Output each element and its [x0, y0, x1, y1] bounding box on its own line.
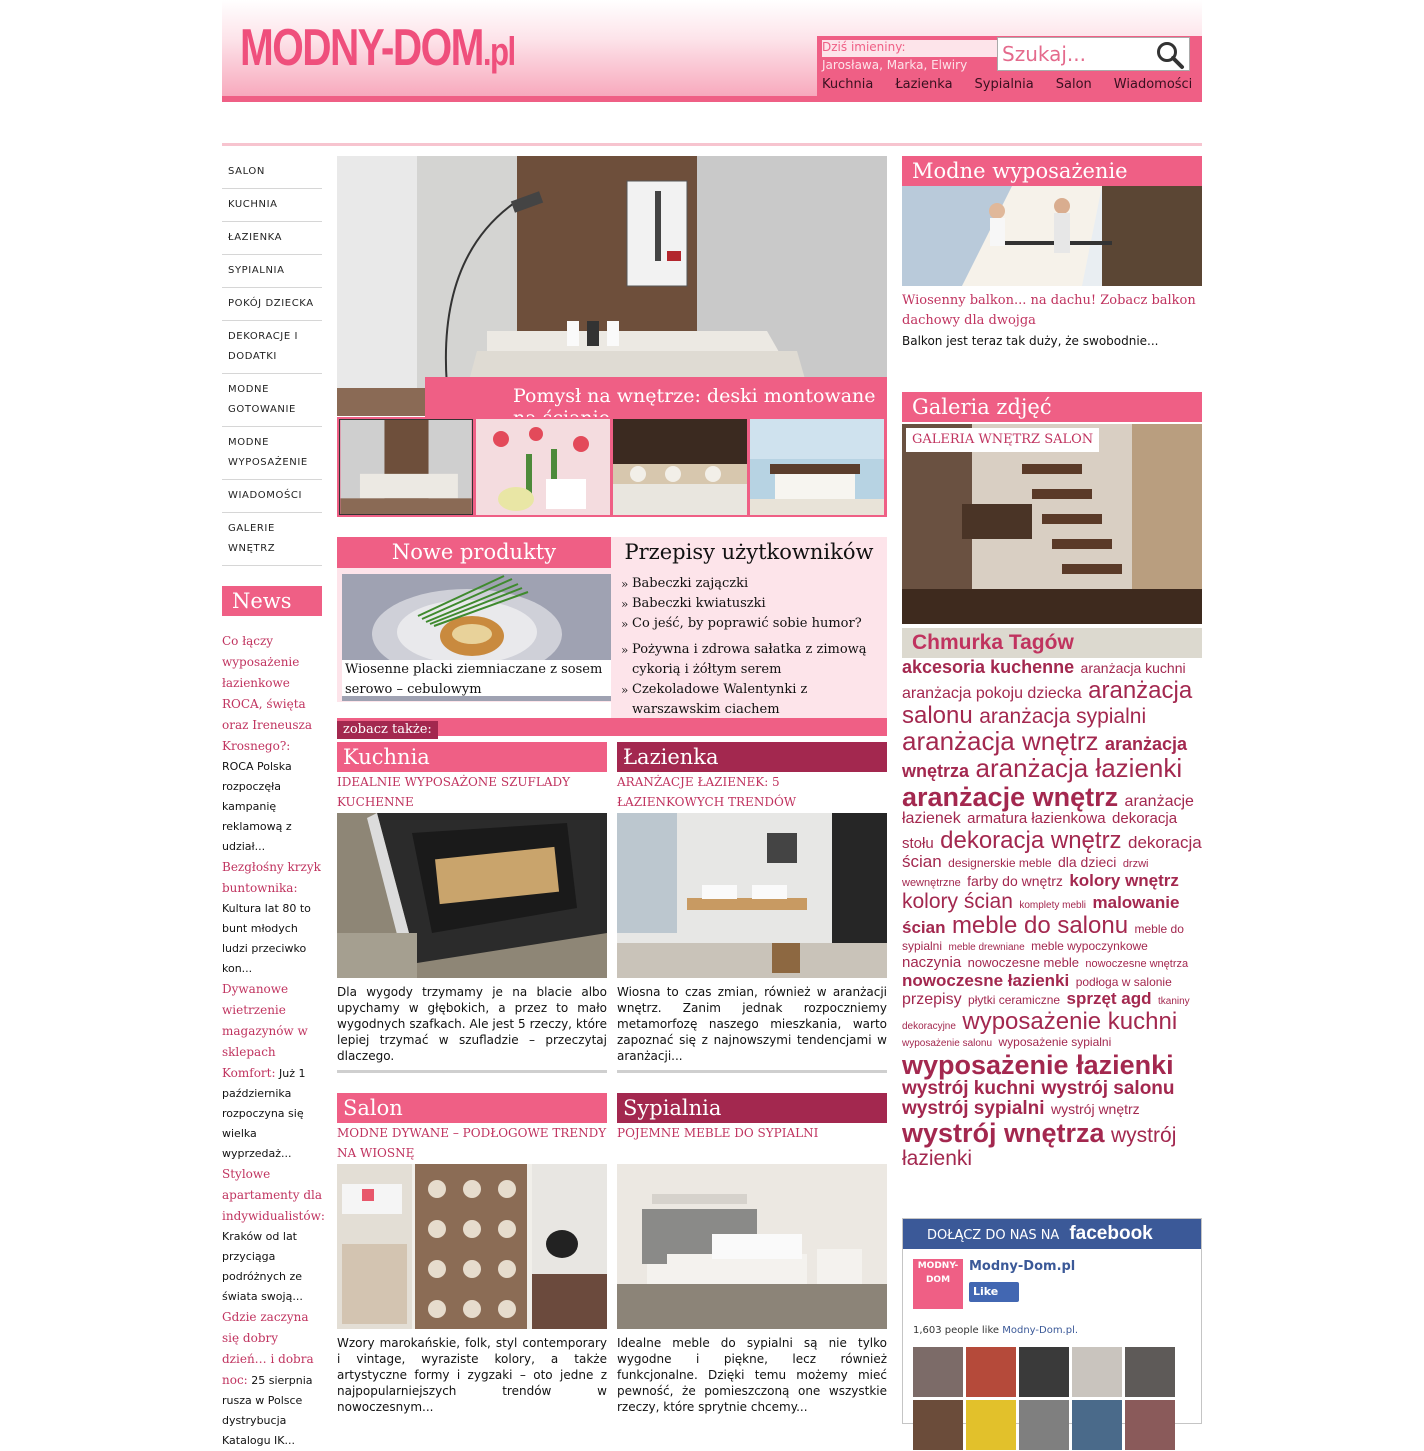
fan-avatar[interactable] [913, 1400, 963, 1450]
slider-thumb[interactable] [613, 419, 747, 515]
tag-link[interactable]: meble do salonu [951, 911, 1129, 939]
featured-slider [337, 156, 887, 516]
user-recipes-list [621, 574, 887, 720]
category-title[interactable]: Kuchnia [337, 742, 607, 772]
fashionable-equipment-title: Modne wyposażenie [902, 156, 1202, 186]
fan-avatar[interactable] [1072, 1347, 1122, 1397]
fashionable-equipment-image[interactable] [902, 186, 1202, 286]
tag-link[interactable]: dla dzieci [1057, 854, 1117, 871]
facebook-page-avatar[interactable]: MODNY-DOM [913, 1259, 963, 1309]
facebook-brand: facebook [1069, 1223, 1153, 1244]
category-excerpt: Wiosna to czas zmian, również w aranżacji wnętrz. Zanim jednak rozpoczniemy metamorfozę naszego mieszkania, warto zapoznać się z najnowszymi tendencjami w aranżacji... [617, 985, 887, 1063]
tag-link[interactable]: meble do sypialni [902, 921, 1184, 953]
tag-link[interactable]: designerskie meble [948, 856, 1052, 871]
search-icon[interactable] [1155, 40, 1185, 70]
slider-caption[interactable]: Pomysł na wnętrze: deski montowane [425, 377, 887, 417]
fan-avatar[interactable] [1019, 1347, 1069, 1397]
category-lazienka [617, 742, 887, 1073]
left-menu-salon[interactable]: SALON [222, 156, 322, 189]
category-title[interactable]: Łazienka [617, 742, 887, 772]
bathroom-image [617, 813, 887, 978]
category-excerpt: Dla wygody trzymamy je na blacie albo upychamy w głębokich, a przez to mało wygodnych szafkach. Ale jest 5 rzeczy, które lepiej trzymać w szufladzie – przeczytaj dlaczego. [337, 985, 607, 1063]
news-item-desc: ROCA Polska rozpoczęła kampanię reklamową z udział... [222, 760, 292, 853]
bedroom-image [617, 1164, 887, 1329]
tag-link[interactable]: aranżacje łazienek [902, 792, 1194, 828]
site-header [222, 0, 1202, 102]
tag-link[interactable]: nowoczesne wnętrza [1085, 957, 1189, 970]
tag-link[interactable]: armatura łazienkowa [967, 810, 1106, 828]
news-list [222, 631, 325, 1451]
tag-link[interactable]: tkaniny dekoracyjne [902, 996, 1190, 1033]
fan-avatar[interactable] [966, 1347, 1016, 1397]
news-item-title[interactable]: Bezgłośny krzyk buntownika: [222, 860, 321, 895]
tag-link[interactable]: podłoga w salonie [1075, 974, 1172, 989]
fan-avatar[interactable] [1125, 1347, 1175, 1397]
fan-avatar[interactable] [1019, 1400, 1069, 1450]
tag-link[interactable]: kolory wnętrz [1069, 870, 1179, 890]
top-nav-salon[interactable]: Salon [1055, 77, 1092, 92]
tag-link[interactable]: farby do wnętrz [967, 872, 1063, 889]
facebook-like-count: 1,603 people like Modny-Dom.pl. [913, 1325, 1079, 1336]
tag-link[interactable]: sprzęt agd [1066, 989, 1152, 1009]
tag-link[interactable]: aranżacja salonu [902, 676, 1193, 729]
nameday-label: Dziś imieniny: [822, 40, 1002, 57]
category-image[interactable] [617, 813, 887, 978]
tag-link[interactable]: aranżacja wnętrza [902, 734, 1188, 782]
tag-link[interactable]: przepisy [902, 991, 962, 1009]
news-item [222, 857, 322, 979]
slider-thumb[interactable] [339, 419, 473, 515]
tag-link[interactable]: aranżacja wnętrz [902, 726, 1099, 757]
user-recipes-title: Przepisy użytkowników [624, 540, 874, 564]
slider-thumb[interactable] [750, 419, 884, 515]
recipe-link[interactable]: » Pożywna i zdrowa sałatka z zimową cykorią i żółtym serem [621, 640, 887, 680]
news-item-title[interactable]: Co łączy wyposażenie łazienkowe ROCA, święta oraz Ireneusza Krosnego?: [222, 634, 313, 753]
facebook-header [903, 1219, 1201, 1249]
gallery-label[interactable]: GALERIA WNĘTRZ SALON [906, 428, 1099, 452]
category-divider [617, 1070, 887, 1073]
news-item [222, 631, 322, 857]
category-title[interactable]: Sypialnia [617, 1093, 887, 1123]
category-excerpt: Wzory marokańskie, folk, styl contemporary i vintage, wyraziste kolory, a także artystyczne formy i zygzaki – oto jedne z najpopularniejszych trendów w nowoczesnym... [337, 1336, 607, 1414]
tag-link[interactable]: wystrój wnętrza [902, 1118, 1105, 1149]
category-title[interactable]: Salon [337, 1093, 607, 1123]
new-products-title: Nowe produkty [337, 537, 611, 568]
news-item-title[interactable]: Stylowe apartamenty dla indywidualistów: [222, 1167, 325, 1223]
facebook-count-link[interactable]: Modny-Dom.pl. [1002, 1325, 1079, 1336]
see-also-label: zobacz także: [337, 721, 438, 739]
category-image[interactable] [337, 813, 607, 978]
site-logo[interactable]: MODNY-DOM.pl [240, 19, 515, 77]
recipe-link[interactable]: » Czekoladowe Walentynki z warszawskim ciachem [621, 680, 887, 720]
news-header [222, 586, 322, 616]
tag-link[interactable]: malowanie ścian [902, 892, 1180, 937]
category-image[interactable] [337, 1164, 607, 1329]
tag-link[interactable]: naczynia [902, 953, 962, 971]
category-kuchnia [337, 742, 607, 1073]
nameday-names: Jarosława, Marka, Elwiry [822, 58, 968, 72]
category-image[interactable] [617, 1164, 887, 1329]
tag-link[interactable]: nowoczesne łazienki [902, 970, 1070, 990]
tag-link[interactable]: aranżacja łazienki [975, 753, 1183, 784]
search-box [997, 37, 1190, 71]
roof-balcony-image [902, 186, 1202, 286]
top-nav-sypialnia[interactable]: Sypialnia [974, 77, 1034, 92]
fan-avatar[interactable] [913, 1347, 963, 1397]
left-menu-lazienka[interactable]: ŁAZIENKA [222, 222, 322, 255]
fashionable-equipment-article-text: Balkon jest teraz tak duży, że swobodnie... [902, 334, 1159, 348]
left-menu-wiadomosci[interactable]: WIADOMOŚCI [222, 480, 322, 513]
gallery-title: Galeria zdjęć [902, 392, 1202, 422]
facebook-like-label: Like [973, 1285, 999, 1298]
tag-link[interactable]: aranżacja kuchni [1080, 660, 1186, 676]
top-nav [822, 77, 1214, 92]
top-nav-lazienka[interactable]: Łazienka [895, 77, 953, 92]
recipe-link[interactable]: » Co jeść, by poprawić sobie humor? [621, 614, 887, 634]
left-menu-dekoracje[interactable]: DEKORACJE I DODATKI [222, 321, 322, 374]
category-excerpt: Idealne meble do sypialni są nie tylko wygodne i piękne, lecz również funkcjonalne. Dzięki temu możemy mieć pewność, że pomieszczoną one wszystkie rzeczy, które sprytnie chcemy... [617, 1336, 887, 1414]
news-item-desc: Już 1 października rozpoczyna się wielka wyprzedaż... [222, 1067, 306, 1160]
news-item-desc: 25 sierpnia rusza w Polsce dystrybucja Katalogu IK... [222, 1374, 313, 1447]
category-divider [337, 1070, 607, 1073]
tag-link[interactable]: drzwi wewnętrzne [902, 858, 1149, 889]
tag-link[interactable]: dekoracja stołu [902, 810, 1178, 852]
header-divider [222, 143, 1202, 146]
news-item [222, 979, 322, 1164]
news-item-title[interactable]: Dywanowe wietrzenie magazynów w sklepach Komfort: [222, 982, 308, 1080]
fashionable-equipment-article-title[interactable]: Wiosenny balkon... na dachu! Zobacz balkon dachowy dla dwojga [902, 293, 1196, 328]
recipe-link[interactable]: » Babeczki zajączki [621, 574, 887, 594]
gallery-image[interactable] [902, 424, 1202, 624]
category-article-title[interactable]: MODNE DYWANE – PODŁOGOWE TRENDY NA WIOSNĘ [337, 1126, 607, 1160]
tag-link[interactable]: dekoracja wnętrz [940, 826, 1122, 854]
left-menu-kuchnia[interactable]: KUCHNIA [222, 189, 322, 222]
left-menu-galerie[interactable]: GALERIE WNĘTRZ [222, 513, 322, 566]
category-sypialnia [617, 1093, 887, 1415]
top-nav-wiadomosci[interactable]: Wiadomości [1113, 77, 1193, 92]
fan-avatar[interactable] [1072, 1400, 1122, 1450]
tag-link[interactable]: kolory ścian [902, 889, 1013, 913]
new-products-box [337, 568, 611, 702]
rugs-image [337, 1164, 607, 1329]
tag-link[interactable]: aranżacje wnętrz [902, 781, 1119, 812]
news-item-title[interactable]: Gdzie zaczyna się dobry dzień… i dobra noc: [222, 1310, 314, 1387]
category-article-title[interactable]: IDEALNIE WYPOSAŻONE SZUFLADY KUCHENNE [337, 775, 571, 809]
tag-link[interactable]: wyposażenie kuchni [962, 1008, 1178, 1036]
new-products-image[interactable] [342, 574, 611, 701]
tag-link[interactable]: wyposażenie sypialni [998, 1035, 1112, 1050]
tag-link[interactable]: dekoracja ścian [902, 832, 1202, 872]
recipe-link[interactable]: » Babeczki kwiatuszki [621, 594, 887, 614]
news-title: News [232, 589, 292, 613]
tag-cloud-title: Chmurka Tagów [902, 628, 1202, 658]
tag-link[interactable]: wyposażenie salonu [902, 1038, 993, 1050]
fan-avatar[interactable] [966, 1400, 1016, 1450]
left-menu-modne-wyposazenie[interactable]: MODNE WYPOSAŻENIE [222, 427, 322, 480]
tag-link[interactable]: wystrój wnętrz [1051, 1101, 1140, 1118]
see-also-bar [337, 718, 887, 736]
tag-link[interactable]: aranżacja pokoju dziecka [902, 684, 1082, 702]
category-article-title[interactable]: ARANŻACJE ŁAZIENEK: 5 ŁAZIENKOWYCH TRENDÓW [617, 775, 797, 809]
tag-cloud [902, 658, 1202, 1170]
tag-link[interactable]: komplety mebli [1019, 899, 1087, 911]
tag-link[interactable]: nowoczesne meble [967, 954, 1079, 970]
tag-link[interactable]: wystrój kuchni [902, 1078, 1036, 1100]
search-input[interactable] [1002, 40, 1152, 68]
category-article-title[interactable]: POJEMNE MEBLE DO SYPIALNI [617, 1126, 819, 1140]
tag-link[interactable]: meble wypoczynkowe [1031, 938, 1148, 953]
left-menu-modne-gotowanie[interactable]: MODNE GOTOWANIE [222, 374, 322, 427]
new-products-caption[interactable]: Wiosenne placki ziemniaczane z sosem serowo – cebulowym [342, 660, 611, 696]
tag-link[interactable]: wystrój łazienki [902, 1124, 1177, 1170]
tag-link[interactable]: wystrój sypialni [902, 1098, 1045, 1120]
left-menu-sypialnia[interactable]: SYPIALNIA [222, 255, 322, 288]
tag-link[interactable]: aranżacja sypialni [979, 704, 1147, 728]
facebook-join-text: DOŁĄCZ DO NAS NA [927, 1228, 1060, 1243]
tag-link[interactable]: akcesoria kuchenne [902, 657, 1075, 677]
drawer-image [337, 813, 607, 978]
tag-link[interactable]: wystrój salonu [1041, 1078, 1175, 1100]
news-item [222, 1307, 322, 1451]
slider-thumb[interactable] [476, 419, 610, 515]
category-salon [337, 1093, 607, 1415]
staircase-image [902, 424, 1202, 624]
top-nav-kuchnia[interactable]: Kuchnia [822, 77, 874, 92]
user-recipes-box [611, 537, 887, 718]
facebook-widget [902, 1218, 1202, 1424]
left-menu-pokoj-dziecka[interactable]: POKÓJ DZIECKA [222, 288, 322, 321]
facebook-like-button[interactable] [969, 1282, 1019, 1302]
tag-link[interactable]: płytki ceramiczne [968, 993, 1061, 1008]
slider-thumbnails [337, 417, 887, 517]
tag-link[interactable]: wyposażenie łazienki [902, 1050, 1174, 1081]
news-item-desc: Kultura lat 80 to bunt młodych ludzi przeciwko kon... [222, 902, 311, 975]
tag-link[interactable]: meble drewniane [948, 941, 1025, 953]
news-item-desc: Kraków od lat przyciąga podróżnych ze świata swoją... [222, 1230, 303, 1303]
fan-avatar[interactable] [1125, 1400, 1175, 1450]
left-menu [222, 156, 322, 566]
news-item [222, 1164, 325, 1307]
facebook-page-name[interactable]: Modny-Dom.pl [969, 1259, 1076, 1274]
